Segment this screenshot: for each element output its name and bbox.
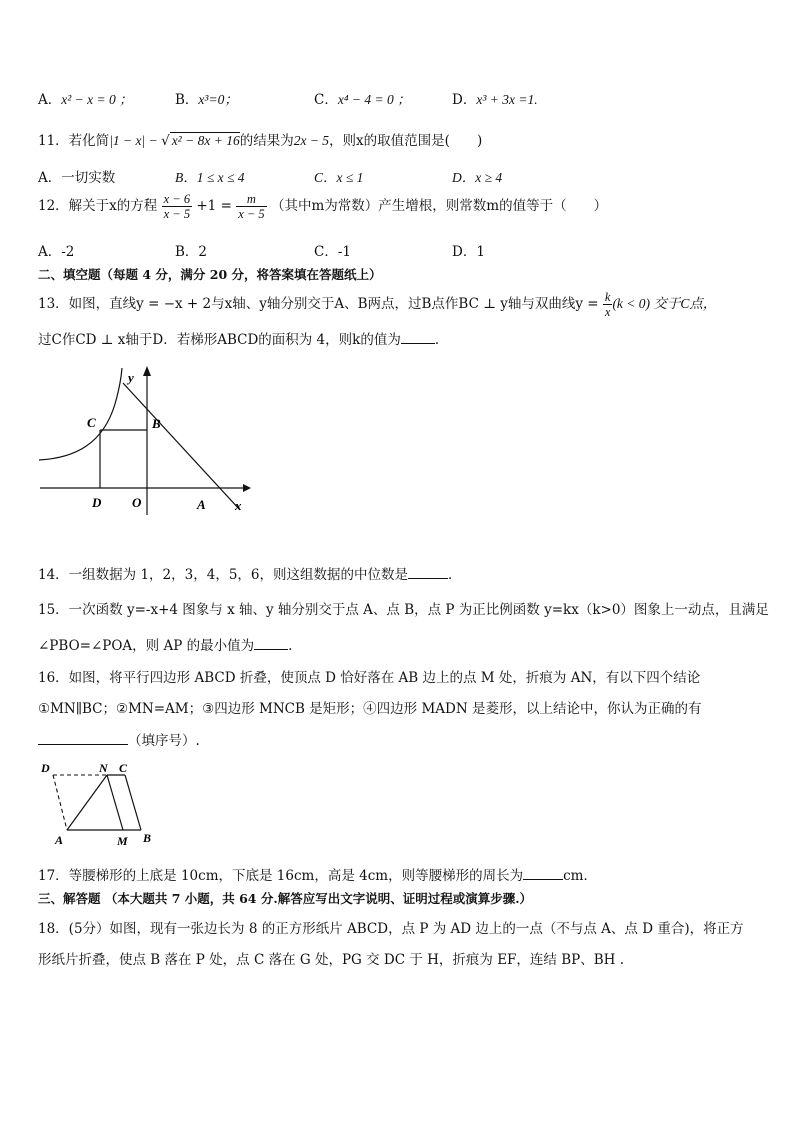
segment-cb [125,775,141,830]
label-d: D [92,495,102,510]
label-x: x [235,498,242,513]
label-y: y [128,370,134,385]
q13-answer-blank[interactable] [401,343,435,344]
q10-option-d: D．x³ + 3x =1. [452,92,538,108]
x-axis-arrow-icon [243,484,251,492]
question-16-line-1: 16．如图，将平行四边形 ABCD 折叠，使顶点 D 恰好落在 AB 边上的点 M 处，折痕为 AN，有以下四个结论 [38,670,701,686]
question-17: 17．等腰梯形的上底是 10cm，下底是 16cm，高是 4cm，则等腰梯形的周长为 cm． [38,868,597,884]
segment-da-dashed [53,775,67,830]
q10-option-a: A．x² − x = 0 ； [38,92,133,108]
segment-nm [107,775,123,830]
question-18-line-2: 形纸片折叠，使点 B 落在 P 处，点 C 落在 G 处，PG 交 DC 于 H，折痕为 EF，连结 BP、BH . [38,952,624,968]
question-16-line-3: （填序号）. [38,729,200,749]
question-18-line-1: 18．(5分）如图，现有一张边长为 8 的正方形纸片 ABCD，点 P 为 AD 边上的一点（不与点 A、点 D 重合)，将正方 [38,921,744,937]
label-a: A [55,833,64,847]
section-3-heading: 三、解答题 （本大题共 7 小题，共 64 分.解答应写出文字说明、证明过程或演算步骤.） [38,891,533,906]
q16-answer-blank[interactable] [38,744,128,745]
segment-an [67,775,107,830]
q11-option-a: A．一切实数 [38,170,116,186]
question-12: 12．解关于x的方程 $\frac{x - 6}{x - 5}$ +1 = $\frac{m}{x - 5}$ （其中m为常数）产生增根，则常数m的值等于（ ） [38,192,608,221]
line-ab [123,383,240,510]
q17-answer-blank[interactable] [523,879,563,880]
question-11: 11．若化简|1 − x| − √ x² − 8x + 16的结果为2x − 5，则x的取值范围是( ) [38,133,483,149]
figure-parallelogram-fold [35,758,165,850]
q12-option-b: B．2 [175,244,208,260]
label-c: C [119,761,128,775]
q11-option-d: D．x ≥ 4 [452,170,503,185]
question-13-line-1: 13．如图，直线y = −x + 2与x轴、y轴分别交于A、B两点，过B点作BC ⊥ y轴与双曲线y = $\frac{k}{x}$ (k < 0) 交于C点， [38,290,717,319]
q12-option-a: A．-2 [38,244,75,260]
label-a: A [197,497,206,512]
label-n: N [99,761,108,775]
label-d: D [41,761,50,775]
label-o: O [132,495,142,510]
question-15-line-2: ∠PBO=∠POA，则 AP 的最小值为 . [38,638,293,654]
q12-option-d: D．1 [452,244,485,260]
q10-option-b: B．x³=0； [175,92,238,108]
hyperbola-curve [39,368,122,460]
figure-hyperbola-trapezoid [35,360,255,520]
q12-option-c: C．-1 [314,244,351,260]
q11-option-c: C．x ≤ 1 [314,170,364,185]
q11-option-b: B．1 ≤ x ≤ 4 [175,170,245,185]
q12-fraction-2: $\frac{m}{x - 5}$ [238,192,265,221]
question-16-line-2: ①MN∥BC；②MN=AM；③四边形 MNCB 是矩形；④四边形 MADN 是菱形，以上结论中，你认为正确的有 [38,701,702,717]
section-2-heading: 二、填空题（每题 4 分，满分 20 分，将答案填在答题纸上） [38,267,382,282]
question-15-line-1: 15．一次函数 y=-x+4 图象与 x 轴、y 轴分别交于点 A、点 B，点 P 为正比例函数 y=kx（k>0）图象上一动点，且满足 [38,602,769,618]
y-axis-arrow-icon [143,366,151,376]
label-m: M [117,834,128,848]
q15-answer-blank[interactable] [254,649,288,650]
q14-answer-blank[interactable] [408,578,448,579]
question-13-line-2: 过C作CD ⊥ x轴于D．若梯形ABCD的面积为 4，则k的值为 ． [38,332,449,348]
q12-fraction-1: $\frac{x - 6}{x - 5}$ [163,192,191,221]
label-b: B [152,416,161,431]
question-14: 14．一组数据为 1，2，3，4，5，6，则这组数据的中位数是 ． [38,567,462,583]
label-c: C [87,415,96,430]
q13-fraction: $\frac{k}{x}$ [604,290,611,319]
label-b: B [143,831,152,845]
q10-option-c: C．x⁴ − 4 = 0 ； [314,92,411,108]
